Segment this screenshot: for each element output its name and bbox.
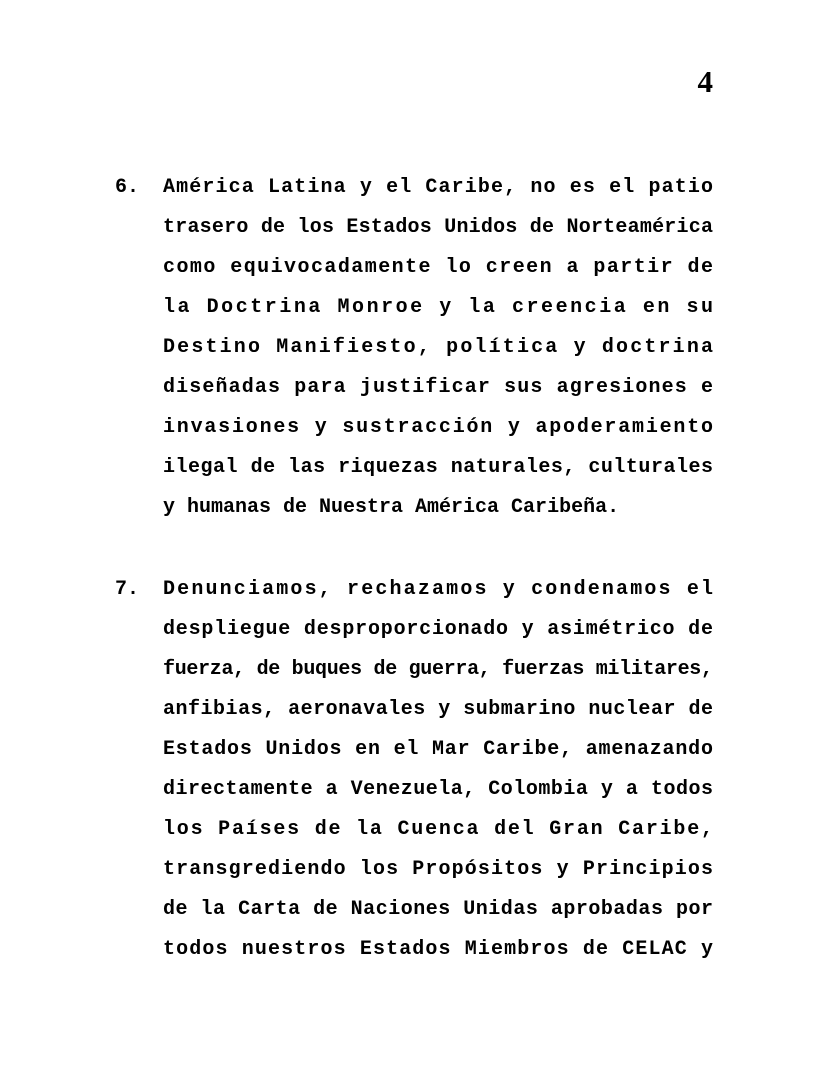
- paragraph-6: [115, 168, 715, 528]
- text-line: fuerza, de buques de guerra, fuerzas militares,: [163, 658, 713, 681]
- text-line: invasiones y sustracción y apoderamiento: [163, 416, 715, 439]
- paragraph-7: [115, 570, 715, 970]
- text-line: ilegal de las riquezas naturales, culturales: [163, 456, 714, 479]
- text-line: la Doctrina Monroe y la creencia en su: [163, 296, 716, 319]
- paragraph-6-text: [163, 168, 716, 528]
- text-line: todos nuestros Estados Miembros de CELAC y: [163, 938, 715, 961]
- text-line: despliegue desproporcionado y asimétrico de: [163, 618, 714, 641]
- text-line: directamente a Venezuela, Colombia y a todos: [163, 778, 714, 801]
- text-line: de la Carta de Naciones Unidas aprobadas por: [163, 898, 714, 921]
- text-line: trasero de los Estados Unidos de Norteamérica: [163, 216, 714, 239]
- page-number: 4: [697, 64, 713, 99]
- paragraph-7-text: [163, 570, 716, 970]
- paragraph-7-number: 7.: [115, 578, 140, 601]
- text-line: Destino Manifiesto, política y doctrina: [163, 336, 716, 359]
- text-line: transgrediendo los Propósitos y Principios: [163, 858, 715, 881]
- text-line: América Latina y el Caribe, no es el patio: [163, 176, 715, 199]
- text-line: y humanas de Nuestra América Caribeña.: [163, 496, 620, 519]
- text-line: los Países de la Cuenca del Gran Caribe,: [163, 818, 715, 841]
- text-line: diseñadas para justificar sus agresiones e: [163, 376, 715, 399]
- paragraph-6-number: 6.: [115, 176, 140, 199]
- text-line: Estados Unidos en el Mar Caribe, amenazando: [163, 738, 714, 761]
- text-line: anfibias, aeronavales y submarino nuclear de: [163, 698, 714, 721]
- text-line: como equivocadamente lo creen a partir de: [163, 256, 715, 279]
- text-line: Denunciamos, rechazamos y condenamos el: [163, 578, 716, 601]
